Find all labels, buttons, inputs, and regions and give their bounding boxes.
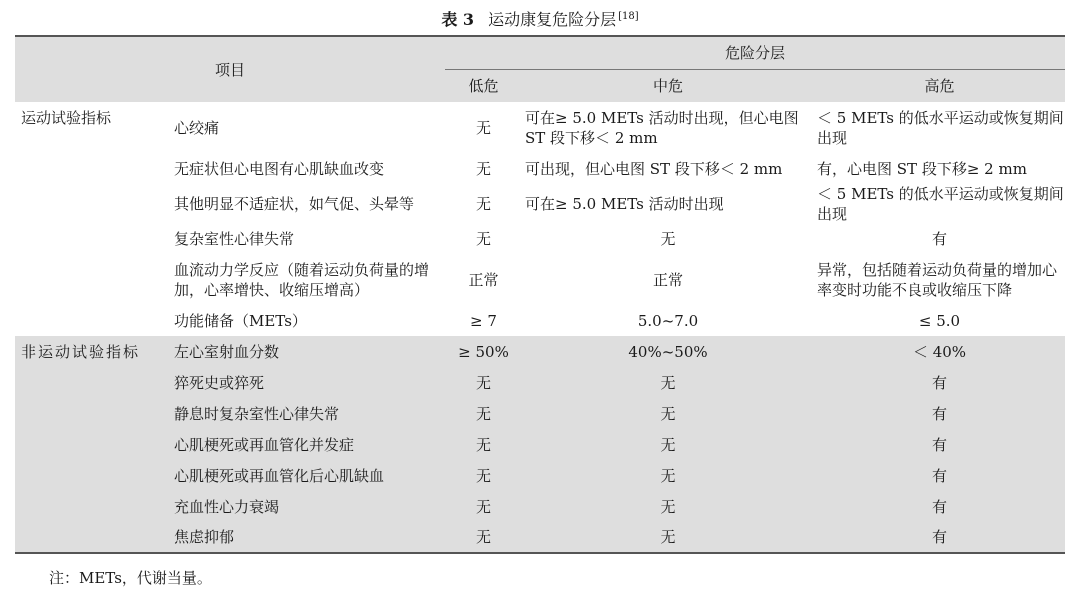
table-row: [15, 306, 1065, 336]
mid-risk-cell: 可在≥ 5.0 METs 活动时出现: [525, 195, 724, 213]
table-number: 表 3: [441, 10, 475, 29]
category-cell: 运动试验指标: [21, 109, 112, 127]
table-body: [15, 102, 1065, 553]
high-risk-cell: 有: [931, 528, 947, 546]
item-cell: 充血性心力衰竭: [174, 497, 280, 516]
mid-risk-cell: 可在≥ 5.0 METs 活动时出现，但心电图 ST 段下移＜ 2 mm: [525, 109, 799, 147]
low-risk-cell: 无: [475, 497, 491, 516]
table-row: [15, 429, 1065, 460]
item-column-header: 项目: [214, 60, 245, 79]
high-risk-cell: 有: [931, 466, 947, 485]
low-risk-cell: 无: [475, 528, 491, 546]
high-risk-cell: 有，心电图 ST 段下移≥ 2 mm: [817, 160, 1027, 178]
item-cell: 复杂室性心律失常: [174, 230, 295, 248]
high-risk-cell: 有: [931, 373, 947, 392]
header-row-1: [15, 36, 1065, 70]
table-row: [15, 491, 1065, 522]
table-row: [15, 398, 1065, 429]
high-risk-cell: 有: [931, 404, 947, 423]
high-risk-cell: 有: [931, 497, 947, 516]
mid-risk-cell: 无: [660, 497, 676, 516]
low-risk-cell: 无: [475, 466, 491, 485]
risk-stratification-table: [15, 35, 1065, 554]
table-row: [15, 102, 1065, 154]
item-cell: 功能储备（METs）: [174, 312, 307, 330]
mid-risk-cell: 40%~50%: [628, 342, 708, 361]
mid-risk-cell: 无: [660, 466, 676, 485]
item-cell: 心肌梗死或再血管化后心肌缺血: [174, 466, 385, 485]
mid-risk-cell: 5.0~7.0: [637, 312, 699, 330]
low-risk-cell: ≥ 7: [470, 312, 497, 330]
table-row: [15, 224, 1065, 254]
table-row: [15, 336, 1065, 367]
item-cell: 其他明显不适症状，如气促、头晕等: [174, 195, 415, 213]
item-cell: 无症状但心电图有心肌缺血改变: [174, 160, 385, 178]
high-risk-cell: 有: [931, 435, 947, 454]
table-title: 运动康复危险分层: [488, 10, 617, 29]
table-row: [15, 460, 1065, 491]
mid-risk-cell: 正常: [652, 271, 683, 289]
table-row: [15, 522, 1065, 553]
high-risk-header: 高危: [924, 77, 955, 95]
low-risk-cell: 无: [475, 230, 491, 248]
mid-risk-cell: 无: [660, 230, 676, 248]
table-caption: [0, 6, 1080, 31]
low-risk-cell: 无: [475, 119, 491, 137]
item-cell: 心绞痛: [174, 119, 220, 137]
item-cell: 猝死史或猝死: [174, 373, 265, 392]
item-cell: 血流动力学反应（随着运动负荷量的增加，心率增快、收缩压增高）: [174, 261, 430, 299]
table-row: [15, 154, 1065, 184]
low-risk-cell: 正常: [468, 271, 499, 289]
high-risk-cell: 有: [931, 230, 947, 248]
mid-risk-header: 中危: [652, 77, 683, 95]
low-risk-cell: 无: [475, 435, 491, 454]
mid-risk-cell: 无: [660, 528, 676, 546]
table-row: [15, 184, 1065, 224]
item-cell: 静息时复杂室性心律失常: [174, 404, 340, 423]
high-risk-cell: ＜ 40%: [912, 342, 967, 361]
category-cell: 非运动试验指标: [21, 343, 141, 361]
low-risk-cell: 无: [475, 404, 491, 423]
table-reference: [18]: [618, 11, 639, 22]
mid-risk-cell: 无: [660, 373, 676, 392]
item-cell: 心肌梗死或再血管化并发症: [174, 435, 355, 454]
table-row: [15, 367, 1065, 398]
table-row: [15, 254, 1065, 306]
high-risk-cell: ＜ 5 METs 的低水平运动或恢复期间出现: [817, 109, 1064, 147]
mid-risk-cell: 可出现，但心电图 ST 段下移＜ 2 mm: [525, 160, 783, 178]
low-risk-cell: 无: [475, 373, 491, 392]
high-risk-cell: 异常，包括随着运动负荷量的增加心率变时功能不良或收缩压下降: [817, 261, 1058, 299]
low-risk-cell: 无: [475, 160, 491, 178]
table-footnote: 注：METs，代谢当量。: [49, 569, 212, 587]
low-risk-cell: 无: [475, 195, 491, 213]
low-risk-cell: ≥ 50%: [458, 342, 509, 361]
mid-risk-cell: 无: [660, 404, 676, 423]
low-risk-header: 低危: [468, 77, 499, 95]
item-cell: 左心室射血分数: [174, 342, 280, 361]
mid-risk-cell: 无: [660, 435, 676, 454]
high-risk-cell: ＜ 5 METs 的低水平运动或恢复期间出现: [817, 185, 1064, 223]
high-risk-cell: ≤ 5.0: [918, 312, 961, 330]
risk-group-header: 危险分层: [445, 36, 1065, 70]
item-cell: 焦虑抑郁: [174, 528, 235, 546]
